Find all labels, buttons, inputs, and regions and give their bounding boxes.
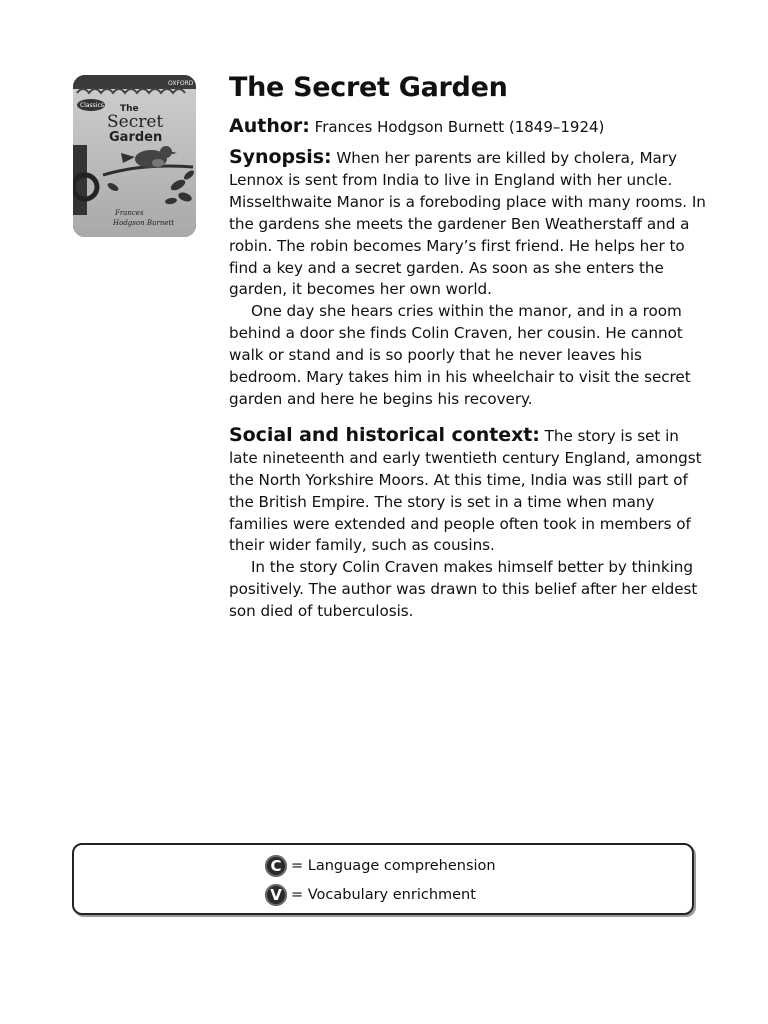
context-paragraph-1 [229,425,709,557]
key-item-comprehension [265,855,496,877]
cover-title-line-3: Garden [109,130,163,145]
cover-title-line-2: Secret [107,112,164,132]
synopsis-paragraph-1 [229,147,709,301]
synopsis-paragraph-2: One day she hears cries within the manor, and in a room behind a door she finds Colin Craven, her cousin. He cannot walk or stand and is so poorly that he never leaves his bedroom. Mary takes him in his wheelchair to visit the secret garden and here he begins his recovery. [229,302,691,408]
key-item-vocabulary [265,884,476,906]
context-section [229,425,709,623]
cover-publisher: OXFORD [168,80,194,87]
c-circle-icon: C [265,855,287,877]
context-label: Social and historical context: [229,423,540,446]
author-label: Author: [229,115,310,137]
v-circle-icon: V [265,884,287,906]
context-text-1: The story is set in late nineteenth and early twentieth century England, amongst the North Yorkshire Moors. At this time, India was still part of the British Empire. The story is set in a time when many families were extended and people often took in members of their wider family, such as cousins. [229,426,702,555]
author-value: Frances Hodgson Burnett (1849–1924) [314,118,605,136]
key-text-comprehension: = Language comprehension [291,858,496,874]
key-box [72,843,694,915]
cover-title-line-1: The [120,104,139,114]
synopsis-text-1: When her parents are killed by cholera, Mary Lennox is sent from India to live in England with her uncle. Misselthwaite Manor is a foreboding place with many rooms. In the gardens she meets the gardener Ben Weatherstaff and a robin. The robin becomes Mary’s first friend. He helps her to find a key and a secret garden. As soon as she enters the garden, it becomes her own world. [229,149,706,299]
book-cover-image [73,75,196,237]
context-paragraph-2: In the story Colin Craven makes himself better by thinking positively. The author was drawn to this belief after her eldest son died of tuberculosis. [229,558,698,621]
synopsis-label: Synopsis: [229,146,332,168]
key-text-vocabulary: = Vocabulary enrichment [291,887,476,903]
book-info [229,68,709,623]
synopsis-section [229,147,709,411]
cover-series: Classics [80,102,104,109]
author-line [229,114,709,139]
cover-author-line-1: Frances [115,209,144,217]
cover-author-line-2: Hodgson Burnett [113,219,175,227]
page-title: The Secret Garden [229,72,508,103]
